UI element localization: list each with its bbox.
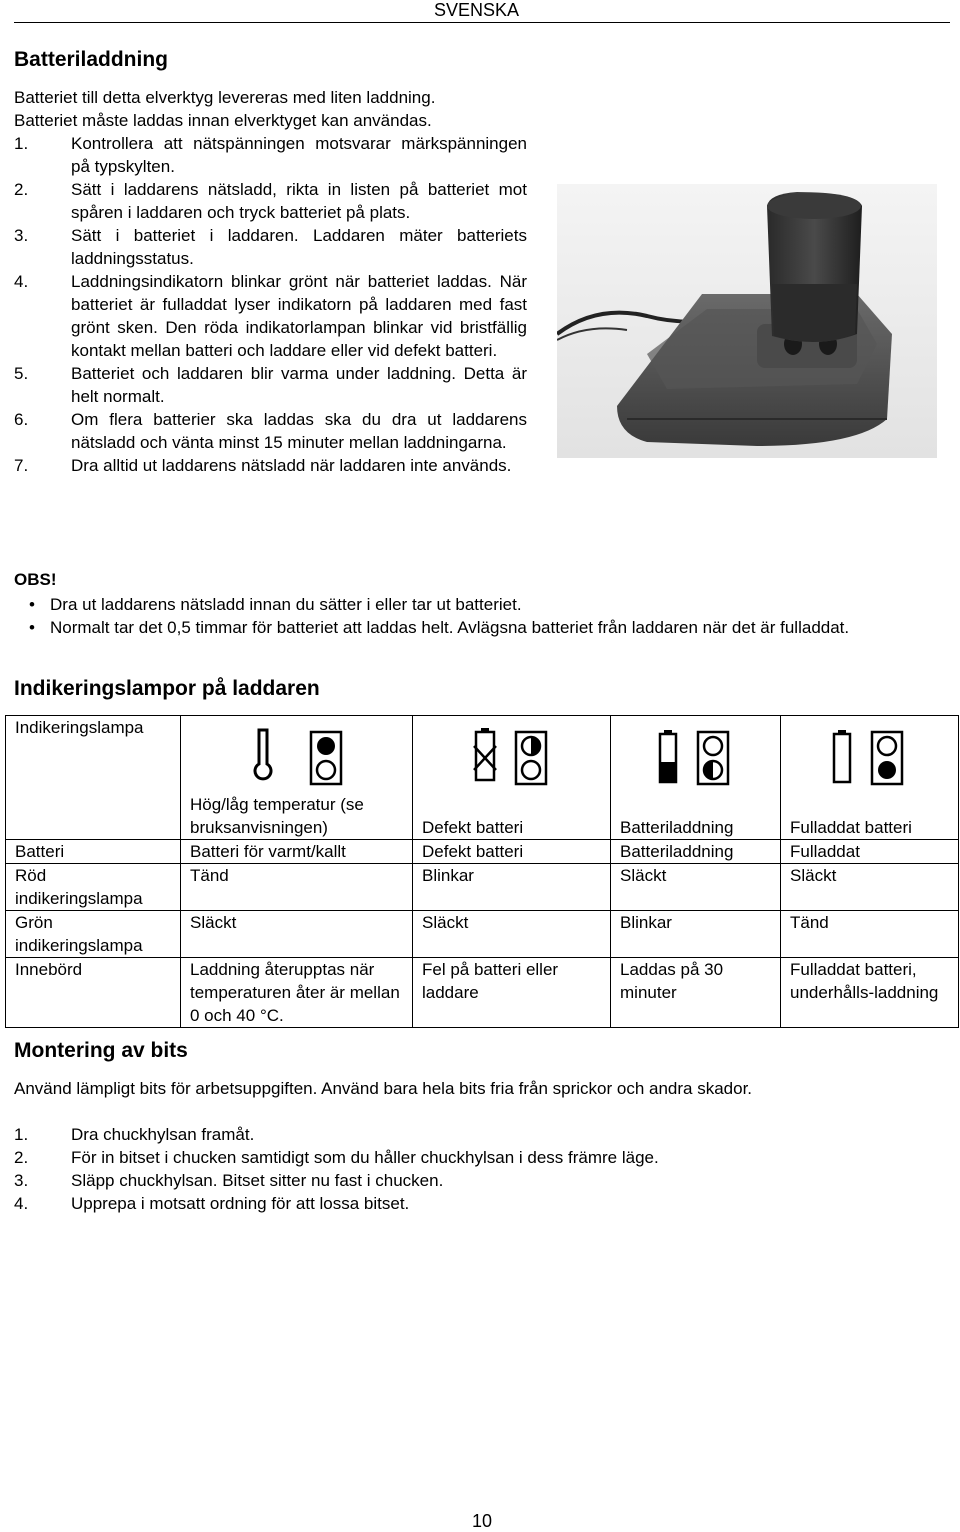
table-header-cell — [781, 716, 959, 840]
table-row — [6, 840, 959, 864]
table-row — [6, 958, 959, 1028]
list-item — [14, 1192, 914, 1215]
full-battery-icon — [830, 726, 910, 786]
step-text: Kontrollera att nätspänningen motsvarar märkspänningen på typskylten. — [71, 134, 527, 176]
defect-battery-icon — [472, 726, 552, 786]
list-item — [14, 454, 527, 477]
column-label: Defekt batteri — [422, 818, 524, 837]
table-header-cell — [181, 716, 413, 840]
charger-photo — [557, 184, 937, 458]
list-item — [14, 1123, 914, 1146]
bullet-text: Dra ut laddarens nätsladd innan du sätter i eller tar ut batteriet. — [50, 595, 522, 614]
indicator-table — [5, 715, 959, 1028]
bullet-icon: • — [29, 618, 35, 637]
list-item — [14, 593, 949, 616]
thermometer-icon — [247, 726, 347, 786]
table-cell: Släckt — [181, 911, 413, 958]
bullet-icon: • — [29, 595, 35, 614]
table-header-cell — [413, 716, 611, 840]
step-text: Sätt i laddarens nätsladd, rikta in listen på batteriet mot spåren i laddaren och tryck batteriet på plats. — [71, 180, 527, 222]
step-number: 2. — [14, 180, 29, 199]
table-cell: Batteriladdning — [611, 840, 781, 864]
charging-battery-icon — [656, 726, 736, 786]
table-row — [6, 911, 959, 958]
section-title-indicators: Indikeringslampor på laddaren — [14, 677, 320, 700]
step-number: 3. — [14, 1171, 29, 1190]
list-item — [14, 616, 949, 639]
table-cell: Blinkar — [413, 864, 611, 911]
list-item — [14, 132, 527, 178]
step-number: 3. — [14, 226, 29, 245]
table-cell: Fulladdat — [781, 840, 959, 864]
section-title-bits: Montering av bits — [14, 1039, 188, 1062]
row-label: Innebörd — [6, 958, 181, 1028]
page-number: 10 — [472, 1511, 493, 1531]
column-label: Batteriladdning — [620, 818, 734, 837]
step-number: 6. — [14, 410, 29, 429]
obs-title: OBS! — [14, 570, 57, 589]
table-cell: Batteri för varmt/kallt — [181, 840, 413, 864]
header-divider — [14, 22, 950, 23]
table-cell: Släckt — [611, 864, 781, 911]
list-item — [14, 1169, 914, 1192]
table-cell: Släckt — [781, 864, 959, 911]
step-text: Dra chuckhylsan framåt. — [71, 1125, 255, 1144]
list-item — [14, 1146, 914, 1169]
list-item — [14, 408, 527, 454]
step-number: 2. — [14, 1148, 29, 1167]
table-cell: Fel på batteri eller laddare — [413, 958, 611, 1028]
table-cell: Defekt batteri — [413, 840, 611, 864]
table-cell: Släckt — [413, 911, 611, 958]
column-label: Fulladdat batteri — [790, 818, 912, 837]
step-text: Släpp chuckhylsan. Bitset sitter nu fast i chucken. — [71, 1171, 444, 1190]
row-label: Röd indikeringslampa — [6, 864, 181, 911]
step-text: Sätt i batteriet i laddaren. Laddaren mäter batteriets laddningsstatus. — [71, 226, 527, 268]
step-number: 4. — [14, 272, 29, 291]
list-item — [14, 270, 527, 362]
list-item — [14, 362, 527, 408]
table-header-label — [6, 716, 181, 840]
table-cell: Tänd — [781, 911, 959, 958]
table-cell: Fulladdat batteri, underhålls-laddning — [781, 958, 959, 1028]
step-number: 4. — [14, 1194, 29, 1213]
table-cell: Laddas på 30 minuter — [611, 958, 781, 1028]
step-text: Om flera batterier ska laddas ska du dra ut laddarens nätsladd och vänta minst 15 minuter mellan laddningarna. — [71, 410, 527, 452]
bits-steps — [14, 1123, 914, 1215]
table-row — [6, 864, 959, 911]
bits-intro: Använd lämpligt bits för arbetsuppgiften. Använd bara hela bits fria från sprickor och andra skador. — [14, 1079, 753, 1098]
row-label: Grön indikeringslampa — [6, 911, 181, 958]
step-number: 7. — [14, 456, 29, 475]
charging-intro-line: Batteriet till detta elverktyg levereras med liten laddning. — [14, 88, 436, 107]
step-number: 1. — [14, 1125, 29, 1144]
step-text: Upprepa i motsatt ordning för att lossa bitset. — [71, 1194, 410, 1213]
row-label: Batteri — [6, 840, 181, 864]
step-number: 5. — [14, 364, 29, 383]
list-item — [14, 224, 527, 270]
step-text: Dra alltid ut laddarens nätsladd när laddaren inte används. — [71, 456, 512, 475]
section-title-charging: Batteriladdning — [14, 48, 169, 71]
step-text: För in bitset i chucken samtidigt som du håller chuckhylsan i dess främre läge. — [71, 1148, 659, 1167]
table-cell: Blinkar — [611, 911, 781, 958]
charging-intro-line: Batteriet måste laddas innan elverktyget kan användas. — [14, 111, 432, 130]
charging-intro — [14, 86, 435, 132]
charging-steps — [14, 132, 527, 477]
table-row — [6, 716, 959, 840]
step-number: 1. — [14, 134, 29, 153]
step-text: Batteriet och laddaren blir varma under laddning. Detta är helt normalt. — [71, 364, 527, 406]
table-cell: Laddning återupptas när temperaturen åter är mellan 0 och 40 °C. — [181, 958, 413, 1028]
table-header-cell — [611, 716, 781, 840]
step-text: Laddningsindikatorn blinkar grönt när batteriet laddas. När batteriet är fulladdat lyser indikatorn på laddaren med fast grönt sken. Den röda indikatorlampan blinkar vid bristfällig kontakt mellan batteri och laddare eller vid defekt batteri. — [71, 272, 527, 360]
header-label-text: Indikeringslampa — [15, 718, 144, 737]
column-label: Hög/låg temperatur (se bruksanvisningen) — [190, 795, 364, 837]
obs-bullets — [14, 593, 949, 639]
table-cell: Tänd — [181, 864, 413, 911]
list-item — [14, 178, 527, 224]
language-label: SVENSKA — [434, 0, 520, 20]
bullet-text: Normalt tar det 0,5 timmar för batteriet att laddas helt. Avlägsna batteriet från laddaren när det är fulladdat. — [50, 618, 850, 637]
